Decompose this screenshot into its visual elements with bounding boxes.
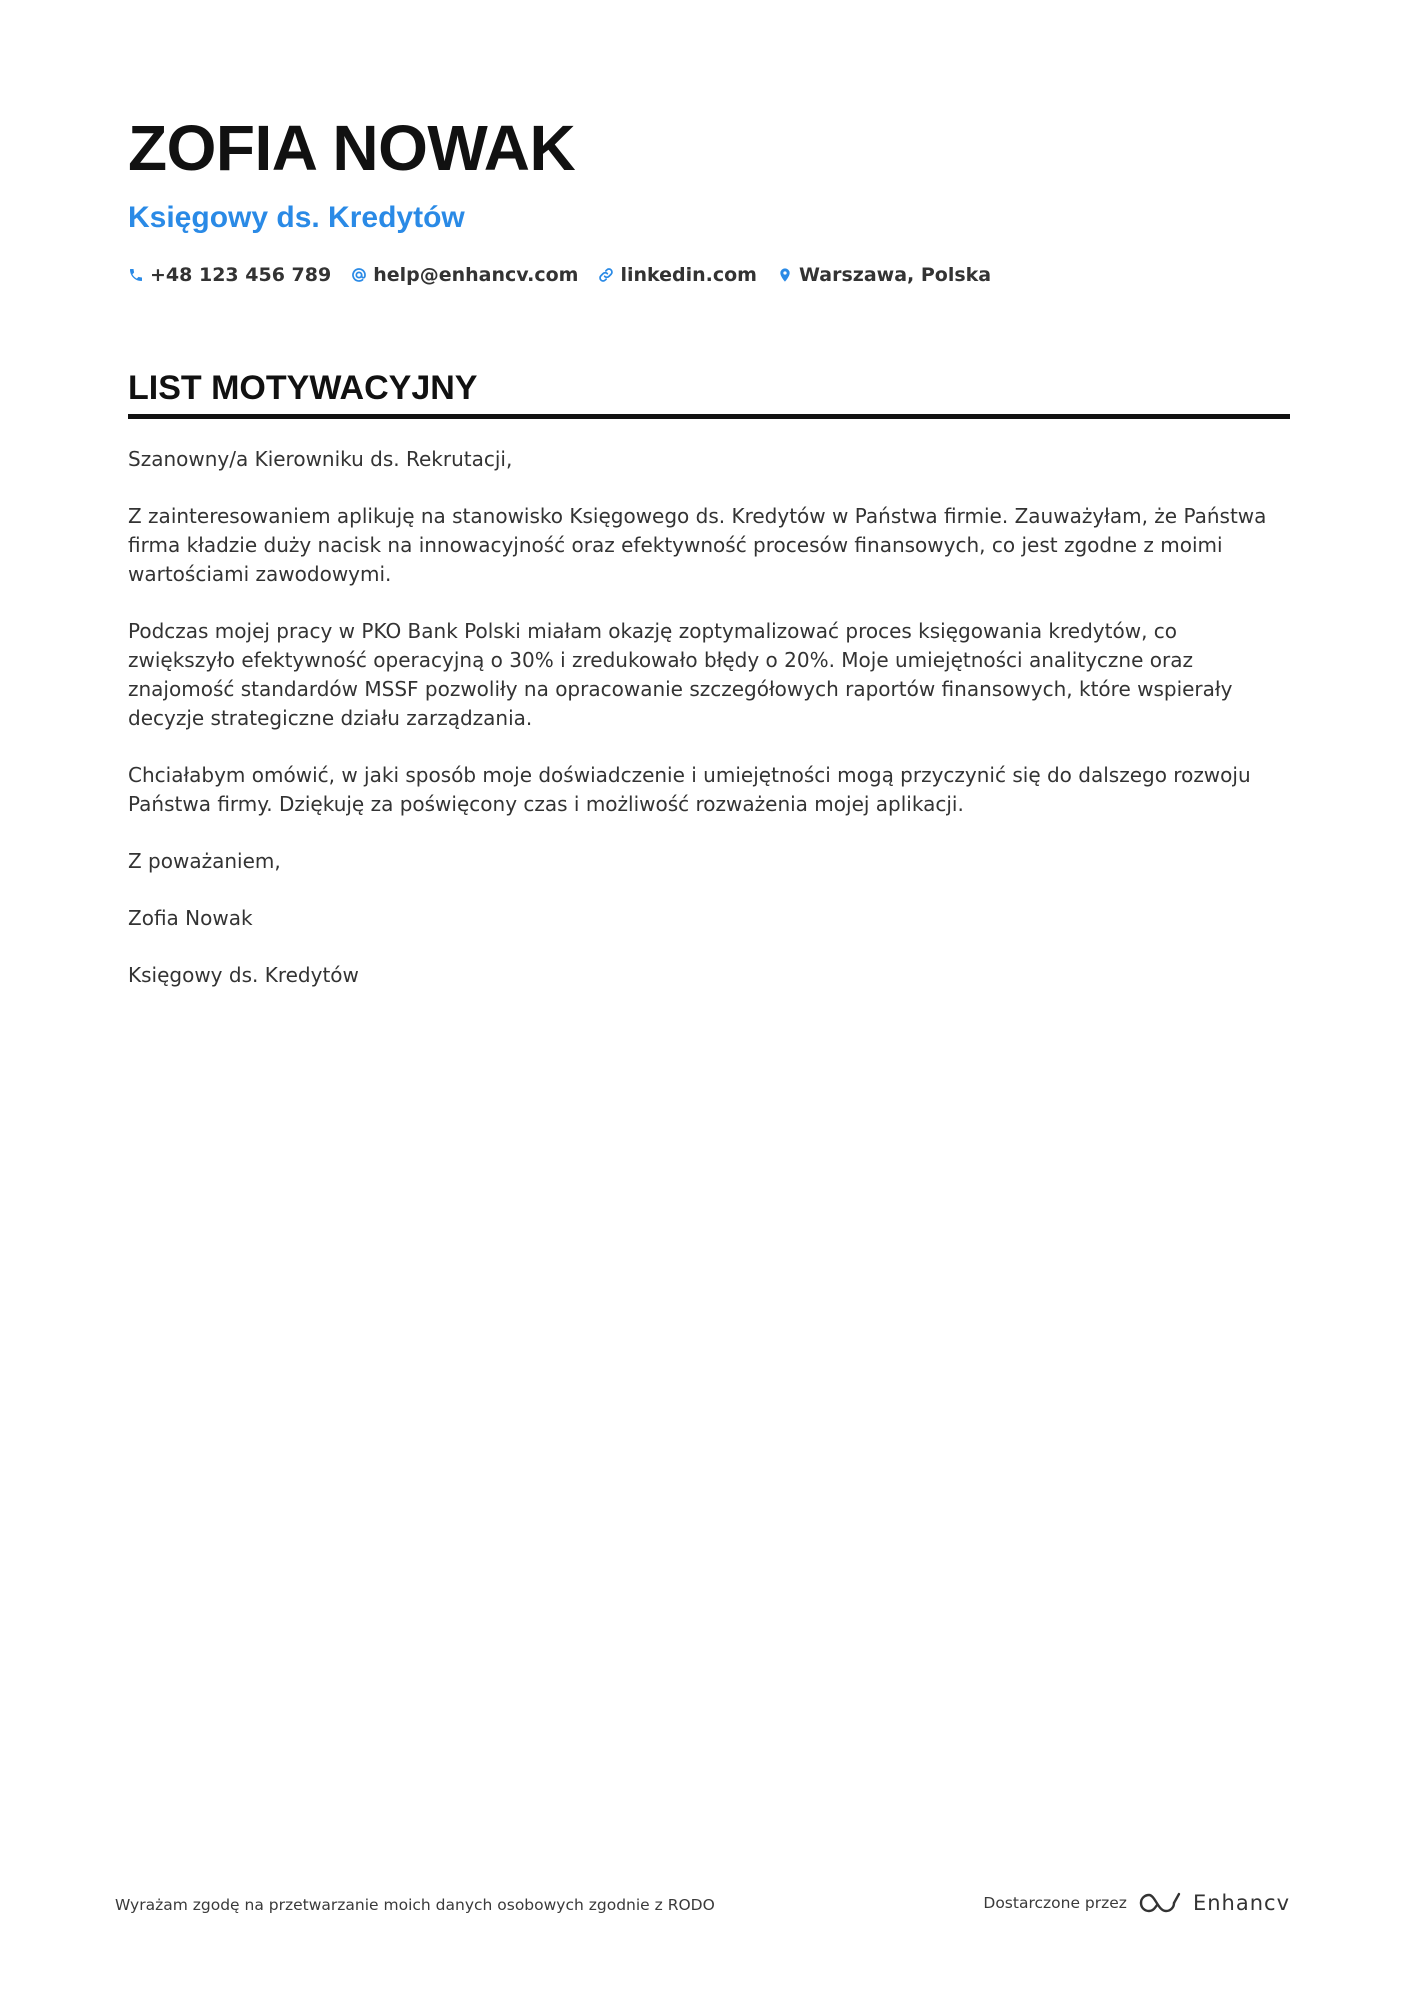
location-text: Warszawa, Polska: [798, 264, 992, 286]
phone-text: +48 123 456 789: [150, 264, 332, 286]
letter-closing: Z poważaniem,: [128, 849, 281, 873]
email-text: help@enhancv.com: [373, 264, 579, 286]
contact-location: [777, 264, 991, 286]
provided-by-label: Dostarczone przez: [983, 1894, 1127, 1912]
header: [128, 108, 1288, 286]
letter-greeting: Szanowny/a Kierowniku ds. Rekrutacji,: [128, 447, 513, 471]
signature-name: Zofia Nowak: [128, 906, 253, 930]
link-icon: [598, 267, 614, 283]
provider-credit[interactable]: [983, 1890, 1290, 1916]
enhancv-logo-icon: [1137, 1890, 1183, 1916]
cover-letter-section: [128, 366, 1290, 1018]
contact-phone: [128, 264, 331, 286]
phone-icon: [128, 267, 144, 283]
candidate-name: ZOFIA NOWAK: [128, 112, 576, 184]
contact-bar: [128, 264, 1288, 286]
candidate-role: Księgowy ds. Kredytów: [128, 201, 465, 234]
at-icon: [351, 267, 367, 283]
signature-role: Księgowy ds. Kredytów: [128, 963, 359, 987]
brand-name: Enhancv: [1192, 1891, 1290, 1915]
letter-paragraph: Podczas mojej pracy w PKO Bank Polski miałam okazję zoptymalizować proces księgowania kredytów, co zwiększyło efektywność operacyjną o 30% i zredukowało błędy o 20%. Moje umiejętności analityczne oraz znajomość standardów MSSF pozwoliły na opracowanie szczegółowych raportów finansowych, które wspierały decyzje strategiczne działu zarządzania.: [128, 619, 1233, 730]
section-divider: [128, 414, 1290, 419]
location-pin-icon: [777, 267, 793, 283]
contact-email[interactable]: [351, 264, 578, 286]
contact-linkedin[interactable]: [598, 264, 757, 286]
section-title: LIST MOTYWACYJNY: [128, 369, 478, 407]
letter-body: [128, 445, 1290, 990]
linkedin-text: linkedin.com: [620, 264, 757, 286]
consent-note: Wyrażam zgodę na przetwarzanie moich danych osobowych zgodnie z RODO: [115, 1896, 715, 1914]
letter-paragraph: Z zainteresowaniem aplikuję na stanowisko Księgowego ds. Kredytów w Państwa firmie. Zauważyłam, że Państwa firma kładzie duży nacisk na innowacyjność oraz efektywność procesów finansowych, co jest zgodne z moimi wartościami zawodowymi.: [128, 504, 1267, 586]
letter-paragraph: Chciałabym omówić, w jaki sposób moje doświadczenie i umiejętności mogą przyczynić się do dalszego rozwoju Państwa firmy. Dziękuję za poświęcony czas i możliwość rozważenia mojej aplikacji.: [128, 763, 1251, 816]
